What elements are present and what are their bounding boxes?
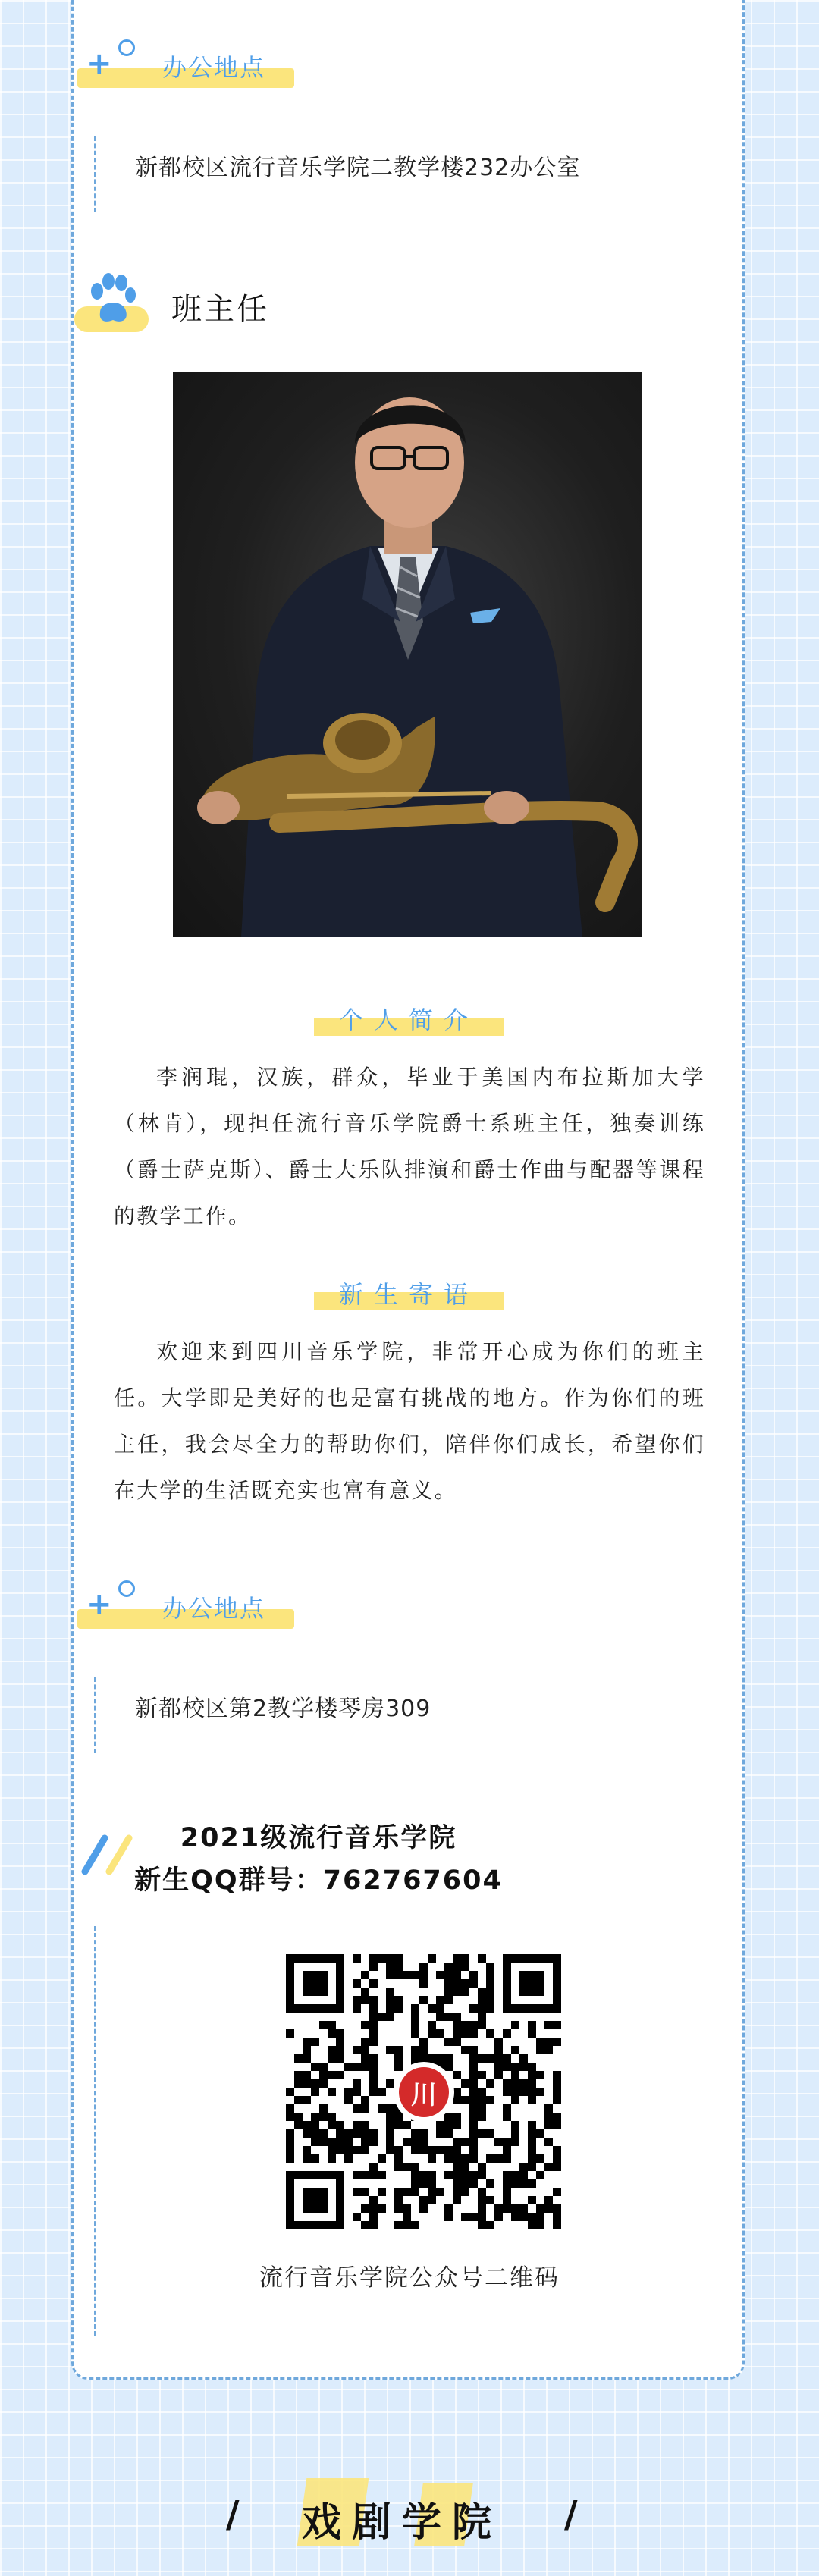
office-address: 新都校区流行音乐学院二教学楼232办公室	[135, 155, 581, 181]
office-title: 办公地点	[162, 53, 266, 82]
intro-text: 李润琨，汉族，群众，毕业于美国内布拉斯加大学（林肯），现担任流行音乐学院爵士系班主任，独奏训练（爵士萨克斯）、爵士大乐队排演和爵士作曲与配器等课程的教学工作。	[114, 1065, 705, 1228]
circle-icon	[118, 1580, 135, 1597]
qr-caption: 流行音乐学院公众号二维码	[259, 2264, 560, 2292]
message-title: 新生寄语	[338, 1280, 479, 1309]
plus-icon: +	[86, 1587, 112, 1622]
qr-center-logo	[394, 2062, 454, 2123]
office2-title: 办公地点	[162, 1594, 266, 1623]
paw-icon	[86, 273, 140, 329]
footer-title: 戏剧学院	[302, 2500, 503, 2546]
message-text: 欢迎来到四川音乐学院，非常开心成为你们的班主任。大学即是美好的也是富有挑战的地方。作为你们的班主任，我会尽全力的帮助你们，陪伴你们成长，希望你们在大学的生活既充实也富有意义。	[114, 1339, 705, 1503]
address-divider	[94, 136, 96, 212]
head-teacher-header-icon-group	[74, 273, 150, 334]
left-grid-strip	[0, 0, 36, 2576]
head-teacher-title: 班主任	[171, 292, 269, 327]
qq-group-line1: 2021级流行音乐学院	[180, 1823, 457, 1853]
plus-icon: +	[86, 46, 112, 81]
footer	[0, 2478, 819, 2554]
address-divider	[94, 1677, 96, 1753]
qq-group-line2: 新生QQ群号：762767604	[134, 1865, 503, 1896]
footer-slash-left: /	[226, 2493, 240, 2536]
circle-icon	[118, 39, 135, 56]
school-logo-icon: 川	[399, 2067, 449, 2117]
intro-title: 个人简介	[338, 1006, 479, 1034]
intro-section-header	[312, 1001, 505, 1039]
office2-address: 新都校区第2教学楼琴房309	[135, 1696, 431, 1722]
teacher-photo	[173, 372, 642, 937]
message-section-header	[312, 1275, 505, 1313]
footer-slash-right: /	[564, 2493, 578, 2536]
qr-code	[286, 1954, 561, 2229]
